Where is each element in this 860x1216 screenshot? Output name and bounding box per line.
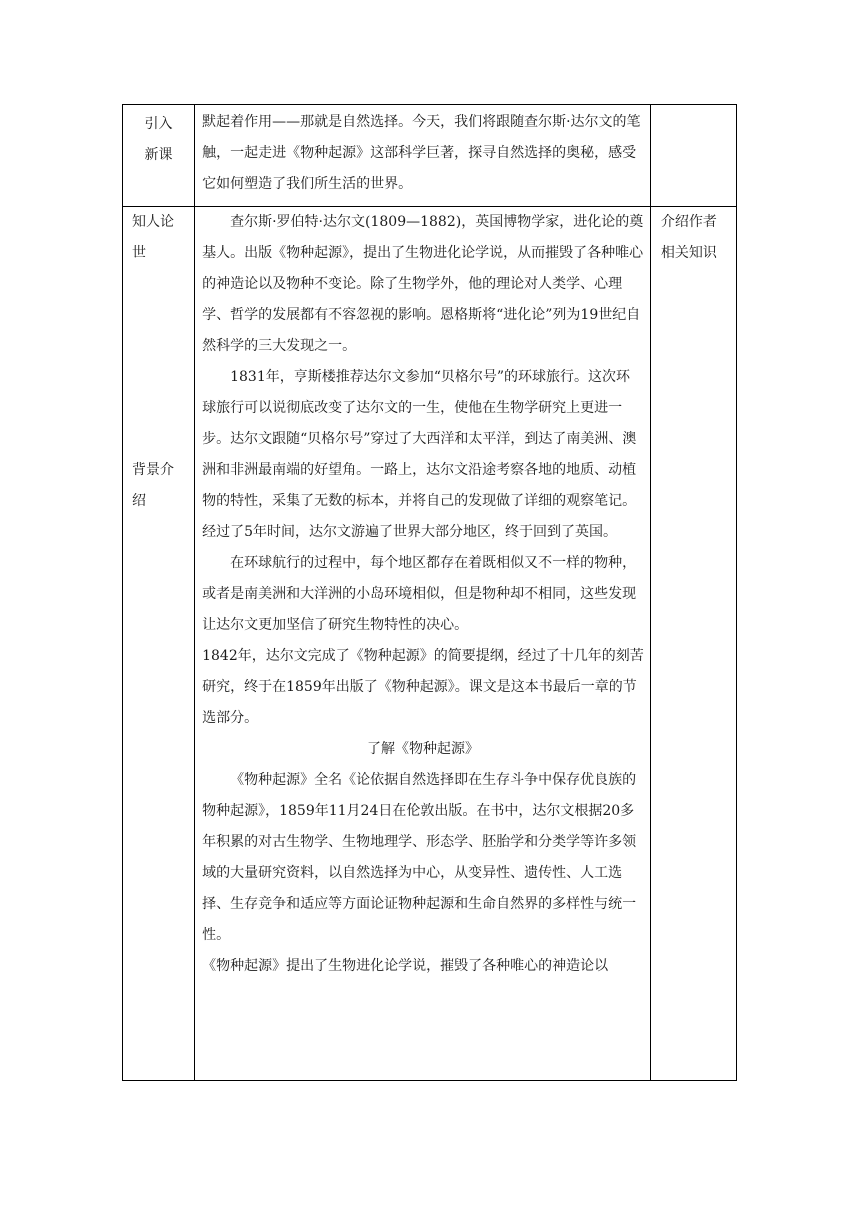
discovery-paragraph: 在环球航行的过程中，每个地区都存在着既相似又不一样的物种，或者是南美洲和大洋洲的小岛环境相似，但是物种却不相同，这些发现让达尔文更加坚信了研究生物特性的决心。	[202, 555, 637, 633]
label-background-line2: 绍	[132, 493, 146, 509]
lesson-plan-table	[122, 104, 737, 1081]
note-line1: 介绍作者	[660, 214, 717, 230]
note-line2: 相关知识	[660, 245, 717, 261]
section-subheading: 了解《物种起源》	[366, 741, 479, 757]
main-note-cell	[650, 207, 736, 1081]
label-background-line1: 背景介	[132, 462, 174, 478]
intro-label-cell	[123, 105, 195, 207]
main-content-cell	[195, 207, 651, 1081]
intro-note-cell	[650, 105, 736, 207]
publication-paragraph: 1842年，达尔文完成了《物种起源》的简要提纲，经过了十几年的刻苦研究，终于在1859年出版了《物种起源》。课文是这本书最后一章的节选部分。	[202, 648, 644, 726]
book-paragraph: 《物种起源》全名《论依据自然选择即在生存斗争中保存优良族的物种起源》，1859年11月24日在伦敦出版。在书中，达尔文根据20多年积累的对古生物学、生物地理学、形态学、胚胎学和分类学等许多领域的大量研究资料，以自然选择为中心，从变异性、遗传性、人工选择、生存竞争和适应等方面论证物种起源和生命自然界的多样性与统一性。	[202, 772, 637, 943]
label-zhirenlunshi-line1: 知人论	[132, 214, 174, 230]
author-paragraph: 查尔斯·罗伯特·达尔文(1809—1882)，英国博物学家，进化论的奠基人。出版《物种起源》，提出了生物进化论学说，从而摧毁了各种唯心的神造论以及物种不变论。除了生物学外，他的理论对人类学、心理学、哲学的发展都有不容忽视的影响。恩格斯将“进化论”列为19世纪自然科学的三大发现之一。	[202, 214, 644, 354]
intro-label-line1: 引入	[144, 116, 173, 132]
intro-content-cell	[195, 105, 651, 207]
book-summary-paragraph: 《物种起源》提出了生物进化论学说，摧毁了各种唯心的神造论以	[202, 958, 609, 974]
label-zhirenlunshi-line2: 世	[132, 245, 146, 261]
intro-label-line2: 新课	[144, 147, 173, 163]
intro-row	[123, 105, 737, 207]
intro-text: 默起着作用——那就是自然选择。今天，我们将跟随查尔斯·达尔文的笔触，一起走进《物种起源》这部科学巨著，探寻自然选择的奥秘，感受它如何塑造了我们所生活的世界。	[202, 114, 641, 192]
main-row	[123, 207, 737, 1081]
main-label-cell	[123, 207, 195, 1081]
label-spacer	[132, 269, 190, 455]
voyage-paragraph: 1831年，亨斯楼推荐达尔文参加“贝格尔号”的环球旅行。这次环球旅行可以说彻底改变了达尔文的一生，使他在生物学研究上更进一步。达尔文跟随“贝格尔号”穿过了大西洋和太平洋，到达了南美洲、澳洲和非洲最南端的好望角。一路上，达尔文沿途考察各地的地质、动植物的特性，采集了无数的标本，并将自己的发现做了详细的观察笔记。经过了5年时间，达尔文游遍了世界大部分地区，终于回到了英国。	[202, 369, 637, 540]
